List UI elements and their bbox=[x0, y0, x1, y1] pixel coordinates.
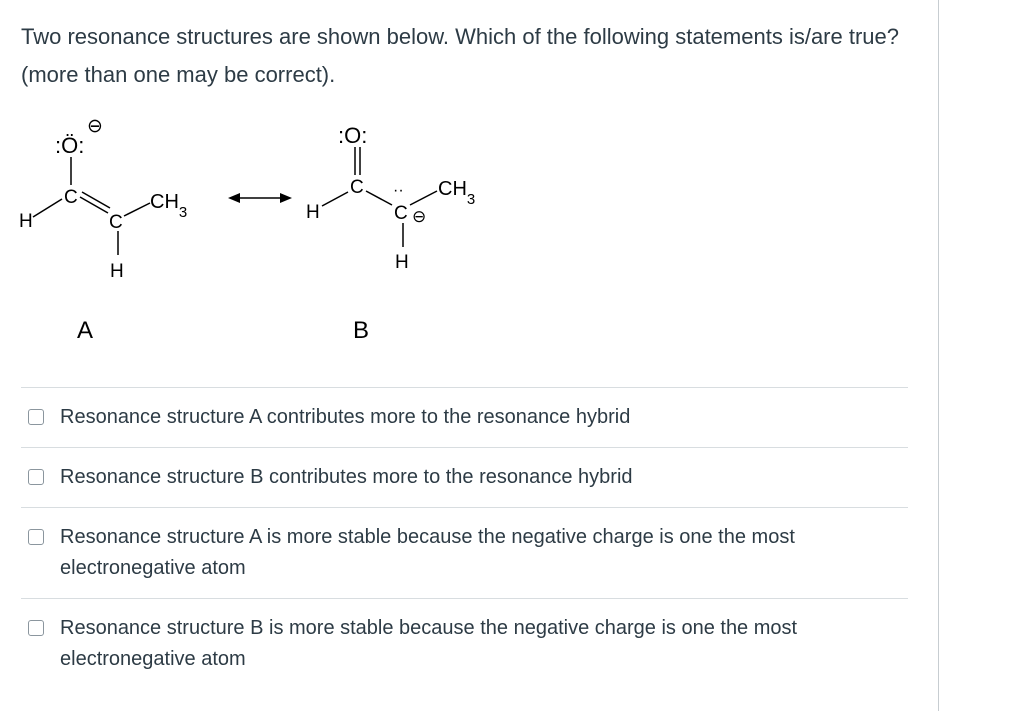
resonance-structures-diagram bbox=[0, 105, 560, 355]
answer-label-1: Resonance structure A contributes more to the resonance hybrid bbox=[60, 406, 631, 428]
structure-a-label: A bbox=[77, 317, 94, 344]
structure-b-methyl: $CH_3$ bbox=[438, 178, 476, 208]
structure-b bbox=[306, 123, 475, 344]
resonance-arrow bbox=[228, 193, 292, 203]
structure-a bbox=[19, 116, 187, 344]
structure-b-single-bond bbox=[366, 191, 392, 205]
structure-b-h-left: H bbox=[306, 202, 320, 223]
structure-a-methyl: $CH_3$ bbox=[150, 191, 188, 221]
structure-b-c2: C bbox=[394, 203, 408, 224]
structure-a-h-bottom: H bbox=[110, 261, 124, 282]
structure-b-h-bottom: H bbox=[395, 252, 409, 273]
structure-a-c2: C bbox=[109, 212, 123, 233]
answer-checkbox-3[interactable] bbox=[28, 529, 44, 545]
structure-a-c-h-bond bbox=[33, 199, 62, 217]
answer-option-3[interactable] bbox=[21, 507, 908, 598]
structure-a-h-left: H bbox=[19, 211, 33, 232]
structure-b-lone-pair: ·· bbox=[393, 182, 404, 199]
answer-label-4: Resonance structure B is more stable because the negative charge is one the most electronegative atom bbox=[60, 617, 798, 670]
structure-a-oxygen: :Ö: bbox=[55, 133, 85, 158]
resonance-figure bbox=[0, 105, 560, 355]
structure-b-c-h-bond bbox=[322, 192, 348, 206]
answer-options bbox=[21, 387, 908, 691]
answer-label-2: Resonance structure B contributes more to the resonance hybrid bbox=[60, 466, 633, 488]
answer-checkbox-1[interactable] bbox=[28, 409, 44, 425]
structure-a-charge: ⊖ bbox=[87, 116, 103, 137]
answer-option-2[interactable] bbox=[21, 447, 908, 507]
structure-a-c1: C bbox=[64, 187, 78, 208]
structure-a-c-ch3-bond bbox=[124, 203, 150, 216]
answer-option-4[interactable] bbox=[21, 598, 908, 691]
structure-b-oxygen: :O: bbox=[338, 123, 368, 148]
structure-b-charge: ⊖ bbox=[412, 207, 427, 226]
question-text: Two resonance structures are shown below. Which of the following statements is/are true? (more than one may be correct). bbox=[21, 24, 899, 87]
answer-checkbox-2[interactable] bbox=[28, 469, 44, 485]
structure-b-c-ch3-bond bbox=[410, 191, 437, 205]
right-column-divider bbox=[938, 0, 939, 711]
answer-checkbox-4[interactable] bbox=[28, 620, 44, 636]
answer-label-3: Resonance structure A is more stable because the negative charge is one the most electronegative atom bbox=[60, 526, 795, 579]
structure-b-c1: C bbox=[350, 177, 364, 198]
structure-b-label: B bbox=[353, 317, 370, 344]
answer-option-1[interactable] bbox=[21, 387, 908, 447]
